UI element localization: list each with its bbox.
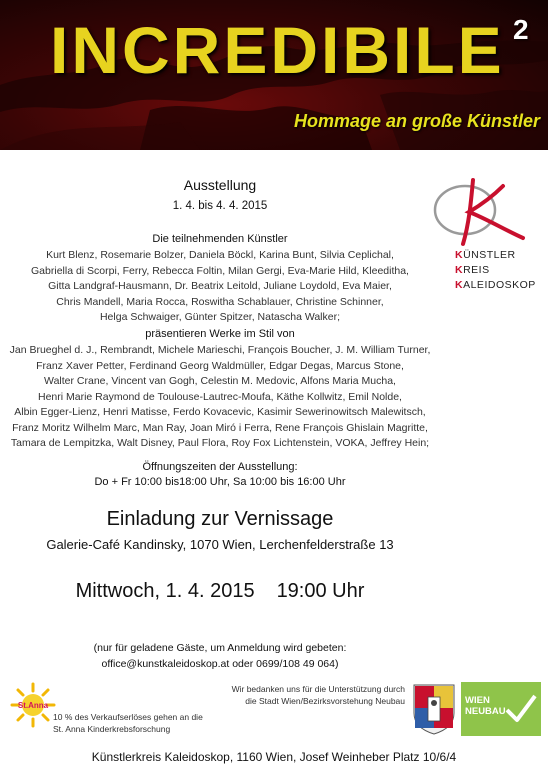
participants-list (0, 248, 440, 326)
thanks-line: die Stadt Wien/Bezirksvorstehung Neubau (245, 696, 405, 706)
vernissage-date: Mittwoch, 1. 4. 2015 (75, 580, 255, 602)
banner-superscript: 2 (513, 14, 529, 45)
styles-line: Henri Marie Raymond de Toulouse-Lautrec-Moufa, Käthe Kollwitz, Emil Nolde, (38, 390, 402, 403)
logo-line-1-rest: ÜNSTLER (463, 249, 516, 261)
styles-line: Franz Moritz Wilhelm Marc, Man Ray, Joan Miró i Ferra, Rene François Ghislain Magritte, (12, 421, 428, 434)
wien-checkmark-icon (505, 694, 537, 724)
vernissage-time: 19:00 Uhr (276, 580, 365, 602)
participants-heading: Die teilnehmenden Künstler (152, 233, 288, 245)
participants-line: Gitta Landgraf-Hausmann, Dr. Beatrix Leitold, Juliane Loydold, Eva Maier, (48, 280, 392, 292)
styles-line: Albin Egger-Lienz, Henri Matisse, Ferdo Kovacevic, Kasimir Sewerinowitsch Malewitsch, (14, 406, 426, 418)
st-anna-note (53, 711, 203, 735)
neubau-coat-of-arms-icon (412, 683, 456, 735)
st-anna-note-line: St. Anna Kinderkrebsforschung (53, 724, 171, 734)
styles-line: Jan Brueghel d. J., Rembrandt, Michele Marieschi, François Boucher, J. M. William Turner, (9, 344, 431, 356)
thanks-note (200, 683, 405, 707)
wien-neubau-label (465, 695, 506, 717)
logo-line-2-rest: REIS (463, 264, 490, 276)
footer-address: Künstlerkreis Kaleidoskop, 1160 Wien, Josef Weinheber Platz 10/6/4 (91, 750, 457, 764)
guest-note-text: (nur für geladene Gäste, um Anmeldung wird gebeten: (93, 642, 347, 654)
styles-line: Franz Xaver Petter, Ferdinand Georg Waldmüller, Edgar Degas, Marcus Stone, (36, 359, 404, 372)
st-anna-note-line: 10 % des Verkaufserlöses gehen an die (53, 712, 203, 722)
logo-wordmark (455, 248, 536, 293)
logo-line-3-rest: ALEIDOSKOP (463, 279, 536, 291)
participants-line: Gabriella di Scorpi, Ferry, Rebecca Foltin, Milan Gergi, Eva-Marie Hild, Kleeditha, (31, 264, 409, 277)
banner-title: INCREDIBILE (50, 13, 505, 87)
logo-line-2-initial: K (455, 264, 464, 276)
vernissage-datetime (0, 580, 440, 603)
styles-line: Walter Crane, Vincent van Gogh, Celestin M. Medovic, Alfons Maria Mucha, (44, 375, 396, 387)
logo-line-1-initial: K (455, 249, 464, 261)
header-banner (0, 0, 548, 150)
vernissage-heading: Einladung zur Vernissage (106, 508, 334, 530)
banner-subtitle: Hommage an große Künstler (293, 111, 540, 131)
participants-line: Kurt Blenz, Rosemarie Bolzer, Daniela Böckl, Karina Bunt, Silvia Ceplichal, (46, 249, 394, 261)
opening-hours-text: Do + Fr 10:00 bis18:00 Uhr, Sa 10:00 bis 16:00 Uhr (94, 476, 346, 488)
st-anna-sun-logo (10, 682, 56, 728)
styles-list (0, 343, 440, 452)
opening-hours-heading: Öffnungszeiten der Ausstellung: (142, 461, 298, 473)
guest-contact[interactable]: office@kunstkaleidoskop.at oder 0699/108 49 064) (101, 658, 339, 670)
participants-line: Helga Schwaiger, Günter Spitzer, Natascha Walker; (99, 311, 341, 323)
styles-heading: präsentieren Werke im Stil von (145, 328, 295, 340)
wien-label-line: WIEN (465, 695, 490, 706)
vernissage-venue: Galerie-Café Kandinsky, 1070 Wien, Lerchenfelderstraße 13 (46, 537, 394, 552)
logo-line-3-initial: K (455, 279, 464, 291)
wien-label-line: NEUBAU (465, 706, 506, 717)
thanks-line: Wir bedanken uns für die Unterstützung durch (231, 684, 405, 694)
wien-neubau-logo (461, 682, 541, 736)
st-anna-logo-text: St.Anna (17, 701, 49, 710)
exhibition-heading: Ausstellung (183, 177, 257, 193)
guest-note (0, 640, 440, 672)
participants-line: Chris Mandell, Maria Rocca, Roswitha Schablauer, Christine Schinner, (56, 295, 384, 308)
styles-line: Tamara de Lempitzka, Walt Disney, Paul Flora, Roy Fox Lichtenstein, VOKA, Jeffrey Hein; (10, 437, 430, 449)
exhibition-dates: 1. 4. bis 4. 4. 2015 (172, 200, 268, 212)
